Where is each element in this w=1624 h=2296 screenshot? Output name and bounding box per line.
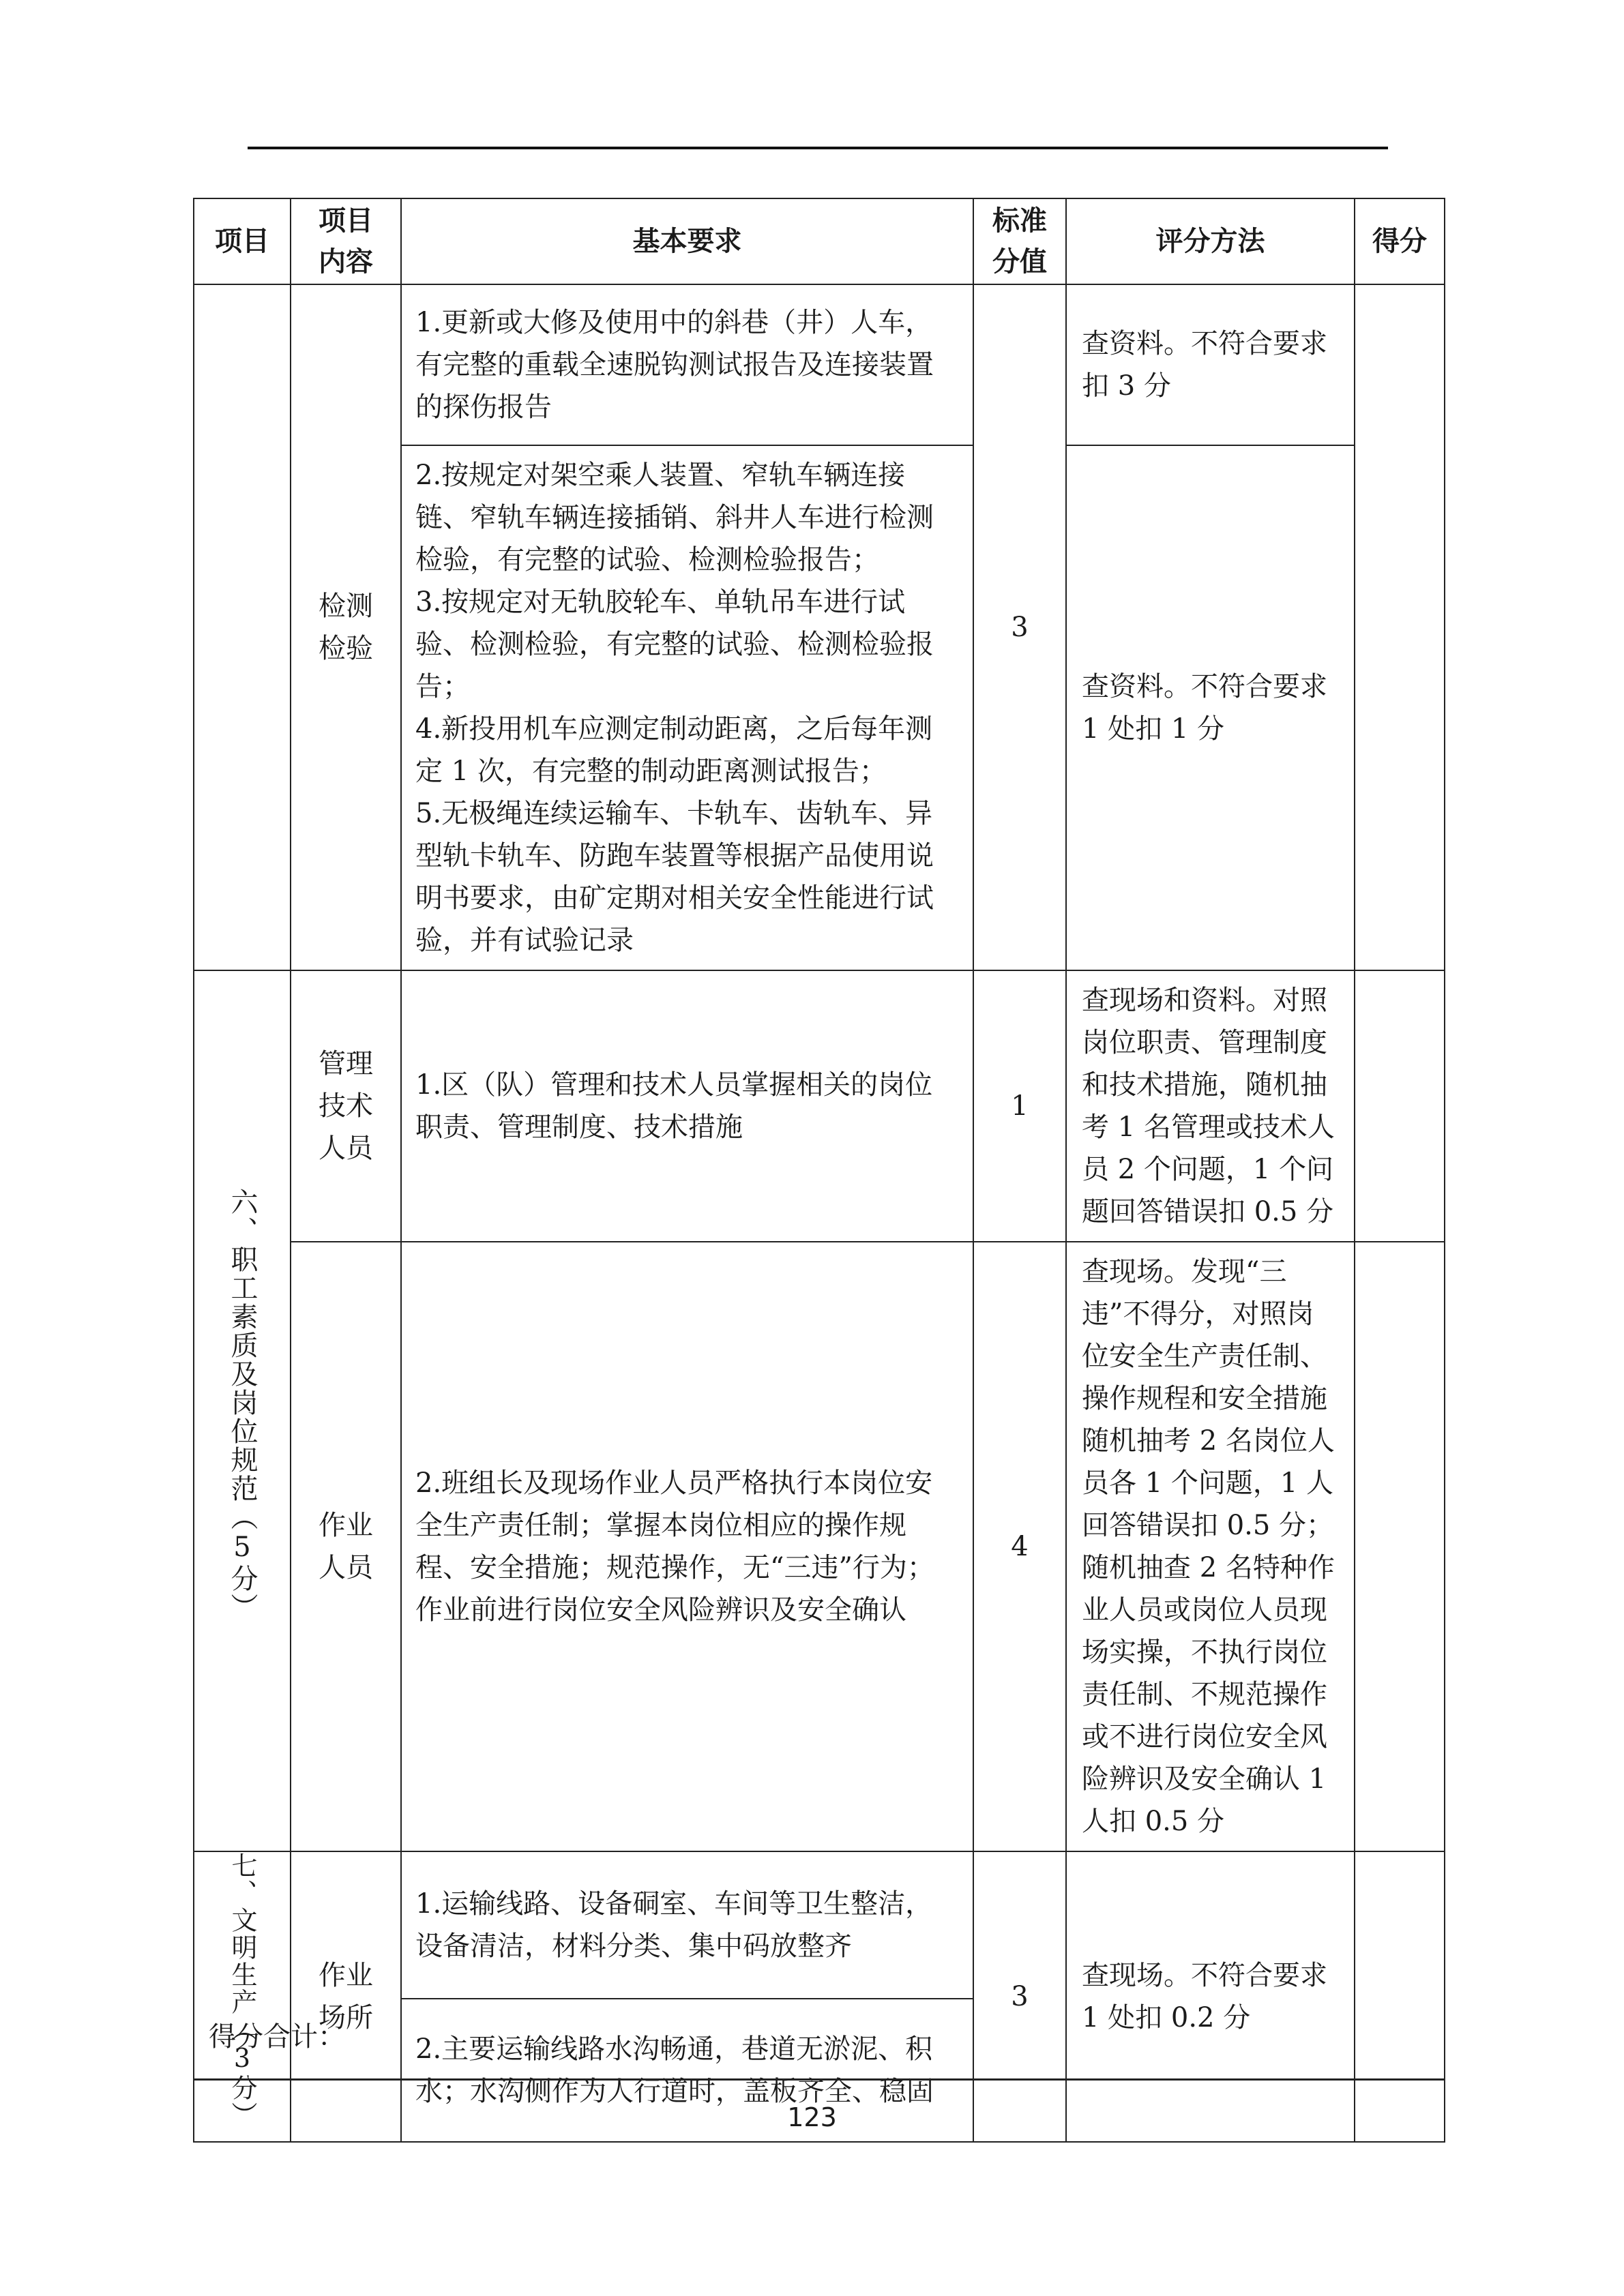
header-requirement: 基本要求 xyxy=(401,198,973,284)
header-item: 项目 xyxy=(194,198,291,284)
header-standard-score: 标准 分值 xyxy=(973,198,1066,284)
requirement-cell: 2.班组长及现场作业人员严格执行本岗位安全生产责任制；掌握本岗位相应的操作规程、安全措施；规范操作，无“三违”行为；作业前进行岗位安全风险辨识及安全确认 xyxy=(401,1242,973,1851)
score-cell[interactable] xyxy=(1355,284,1445,970)
standard-score-cell: 4 xyxy=(973,1242,1066,1851)
content-inspection: 检测 检验 xyxy=(291,284,401,970)
scoring-table xyxy=(193,198,1445,2143)
table-row xyxy=(194,284,1445,445)
content-management-staff: 管理 技术 人员 xyxy=(291,970,401,1242)
method-cell: 查现场。不符合要求 1 处扣 0.2 分 xyxy=(1066,1851,1355,2142)
score-cell[interactable] xyxy=(1355,970,1445,1242)
item-cell-seven: 七、文明生产（3分） xyxy=(194,1851,291,2142)
requirement-cell: 1.区（队）管理和技术人员掌握相关的岗位职责、管理制度、技术措施 xyxy=(401,970,973,1242)
standard-score-cell: 1 xyxy=(973,970,1066,1242)
content-work-site: 作业 场所 xyxy=(291,1851,401,2142)
requirement-cell: 1.运输线路、设备硐室、车间等卫生整洁，设备清洁，材料分类、集中码放整齐 xyxy=(401,1851,973,1999)
total-score-label: 得分合计： xyxy=(209,2021,345,2053)
method-cell: 查现场。发现“三违”不得分，对照岗位安全生产责任制、操作规程和安全措施随机抽考 2 名岗位人员各 1 个问题，1 人回答错误扣 0.5 分；随机抽查 2 名特种作业人员或岗位人员现场实操，不执行岗位责任制、不规范操作或不进行岗位安全风险辨识及安全确认 1 人扣 0.5 分 xyxy=(1066,1242,1355,1851)
standard-score-cell: 3 xyxy=(973,284,1066,970)
table-row xyxy=(194,1851,1445,1999)
requirement-cell: 2.按规定对架空乘人装置、窄轨车辆连接链、窄轨车辆连接插销、斜井人车进行检测检验，有完整的试验、检测检验报告； 3.按规定对无轨胶轮车、单轨吊车进行试验、检测检验，有完整的试验、检测检验报告； 4.新投用机车应测定制动距离，之后每年测定 1 次，有完整的制动距离测试报告； 5.无极绳连续运输车、卡轨车、齿轨车、异型轨卡轨车、防跑车装置等根据产品使用说明书要求，由矿定期对相关安全性能进行试验，并有试验记录 xyxy=(401,445,973,970)
content-operators: 作业 人员 xyxy=(291,1242,401,1851)
bottom-rule xyxy=(193,2078,1444,2081)
score-cell[interactable] xyxy=(1355,1242,1445,1851)
standard-score-cell: 3 xyxy=(973,1851,1066,2142)
method-cell: 查现场和资料。对照岗位职责、管理制度和技术措施，随机抽考 1 名管理或技术人员 2 个问题，1 个问题回答错误扣 0.5 分 xyxy=(1066,970,1355,1242)
header-rule xyxy=(248,147,1388,149)
header-content: 项目 内容 xyxy=(291,198,401,284)
page-number: 123 xyxy=(787,2102,837,2132)
item-cell-empty xyxy=(194,284,291,970)
table-row xyxy=(194,1242,1445,1851)
method-cell: 查资料。不符合要求 1 处扣 1 分 xyxy=(1066,445,1355,970)
table-row xyxy=(194,970,1445,1242)
item-cell-six: 六、职工素质及岗位规范（5分） xyxy=(194,970,291,1851)
requirement-cell: 1.更新或大修及使用中的斜巷（井）人车，有完整的重载全速脱钩测试报告及连接装置的探伤报告 xyxy=(401,284,973,445)
method-cell: 查资料。不符合要求扣 3 分 xyxy=(1066,284,1355,445)
requirement-cell: 2.主要运输线路水沟畅通，巷道无淤泥、积水；水沟侧作为人行道时，盖板齐全、稳固 xyxy=(401,1999,973,2142)
header-method: 评分方法 xyxy=(1066,198,1355,284)
table-header-row xyxy=(194,198,1445,284)
header-score: 得分 xyxy=(1355,198,1445,284)
score-cell[interactable] xyxy=(1355,1851,1445,2142)
